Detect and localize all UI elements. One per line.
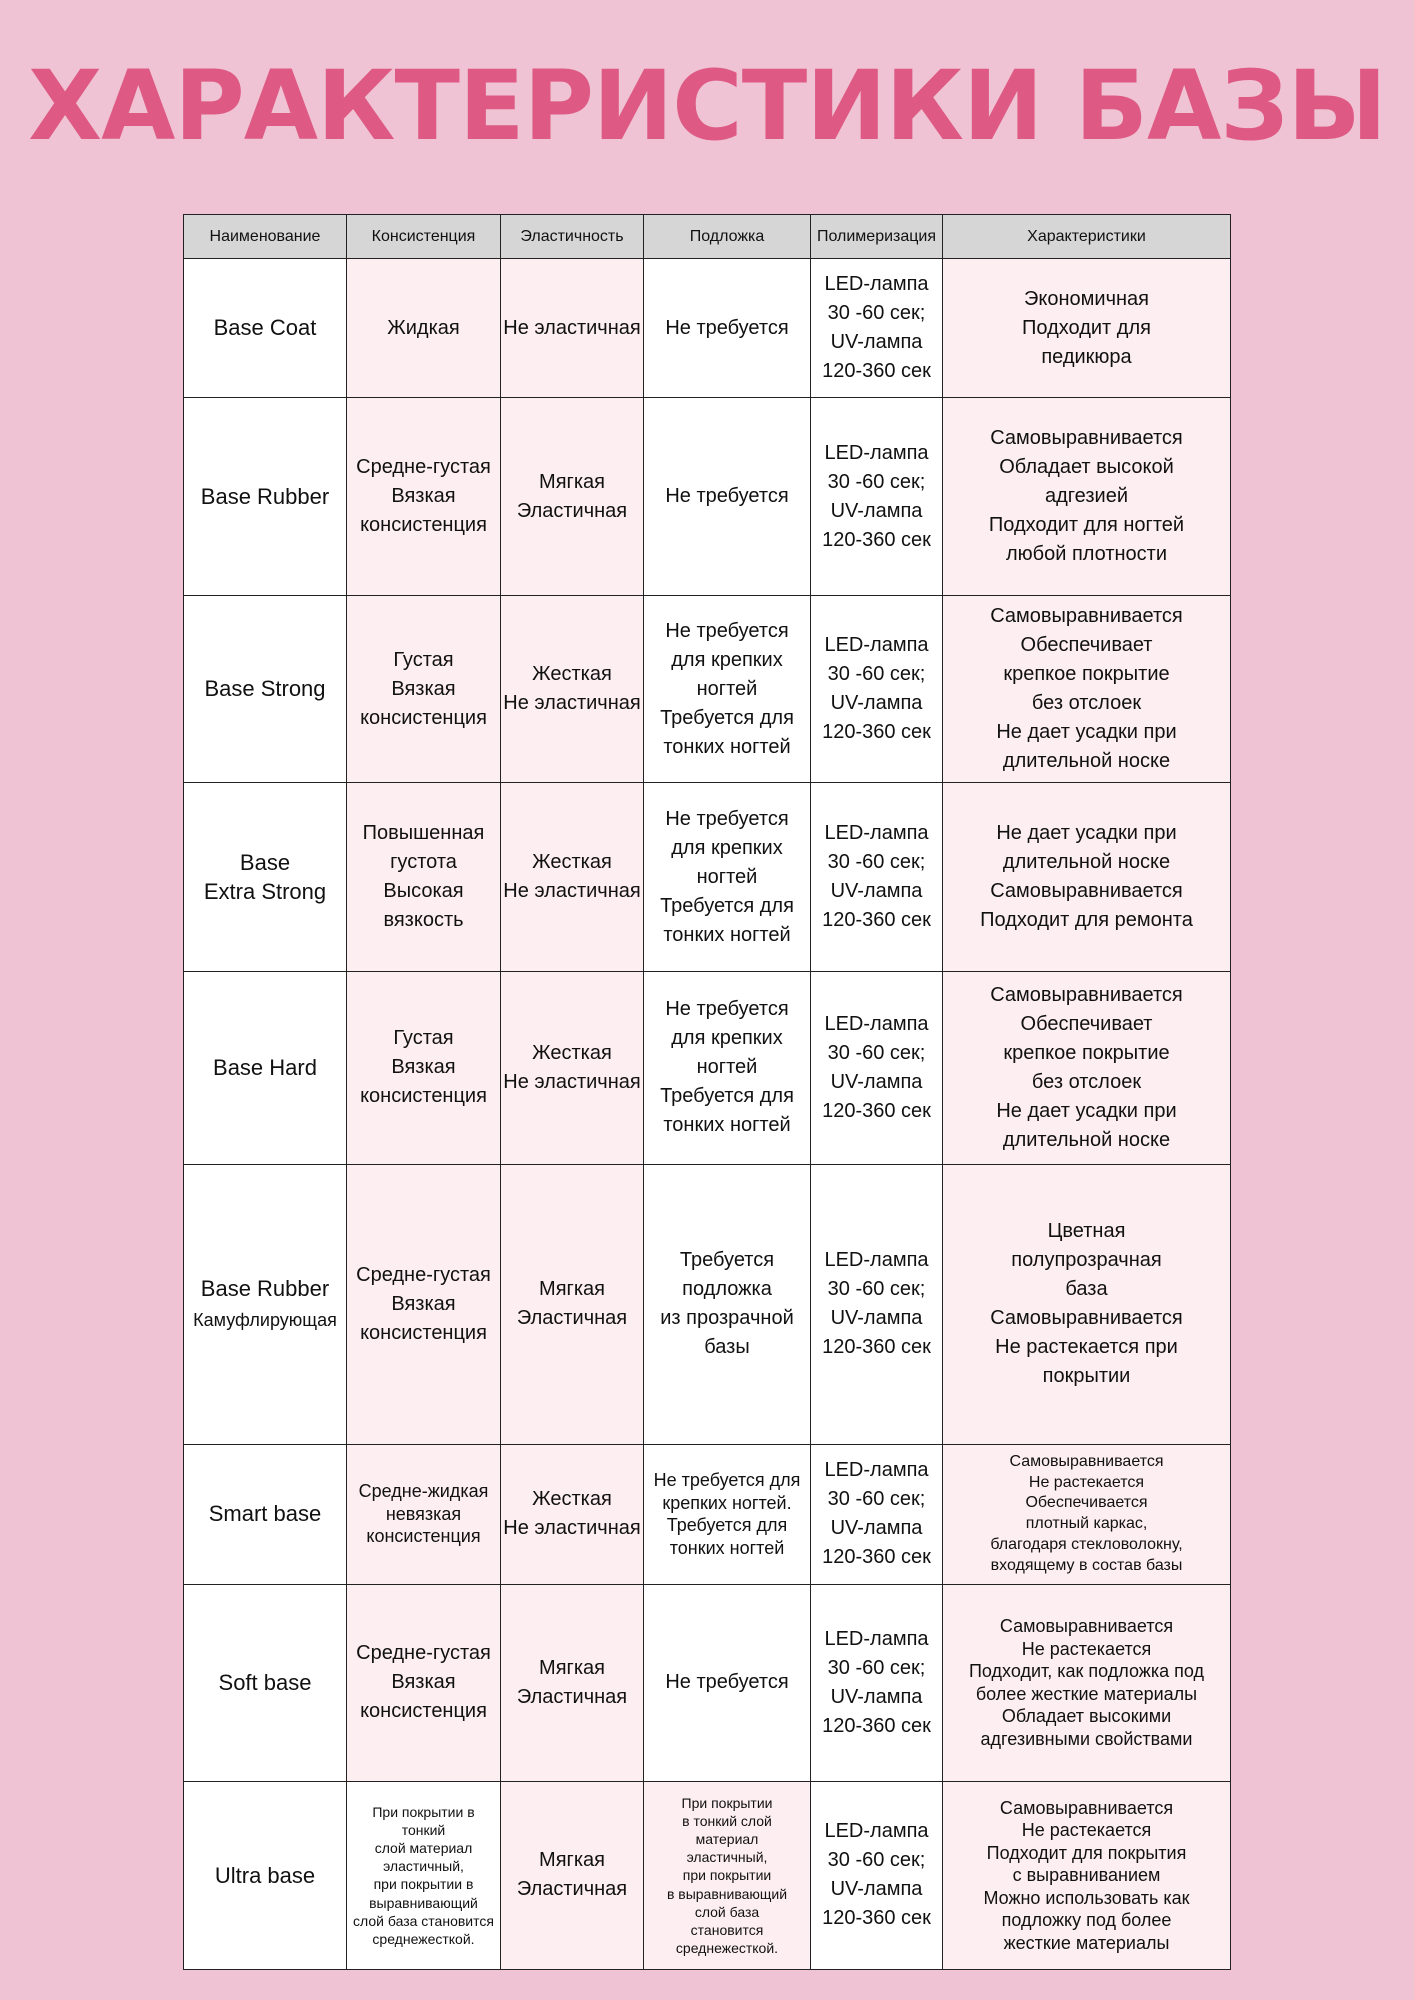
cell-underlay: Не требуется для крепких ногтей Требуется для тонких ногтей — [660, 619, 794, 758]
cell-underlay: Не требуется — [665, 1671, 789, 1694]
cell-consistency: При покрытии в тонкий слой материал эластичный, при покрытии в выравнивающий слой база становится среднежесткой. — [353, 1803, 494, 1947]
cell-characteristics: Самовыравнивается Обеспечивает крепкое покрытие без отслоек Не дает усадки при длительной носке — [990, 983, 1183, 1151]
cell-polymerization: LED-лампа 30 -60 сек; UV-лампа 120-360 сек — [822, 1012, 931, 1122]
page-title: ХАРАКТЕРИСТИКИ БАЗЫ — [28, 50, 1386, 162]
cell-name: Base Extra Strong — [203, 849, 327, 905]
cell-polymerization: LED-лампа 30 -60 сек; UV-лампа 120-360 сек — [822, 1249, 931, 1359]
cell-characteristics: Самовыравнивается Не растекается Подходит для покрытия с выравниванием Можно использовать как подложку под более жесткие материалы — [983, 1797, 1190, 1953]
cell-underlay: Не требуется — [665, 316, 789, 339]
cell-elasticity: Жесткая Не эластичная — [503, 851, 641, 903]
cell-polymerization: LED-лампа 30 -60 сек; UV-лампа 120-360 сек — [822, 1627, 931, 1737]
cell-name: Base Coat — [213, 315, 317, 341]
table-row — [184, 259, 1231, 398]
table-row — [184, 596, 1231, 783]
cell-characteristics: Самовыравнивается Обладает высокой адгезией Подходит для ногтей любой плотности — [988, 427, 1185, 566]
cell-polymerization: LED-лампа 30 -60 сек; UV-лампа 120-360 сек — [822, 634, 931, 744]
cell-elasticity: Мягкая Эластичная — [516, 470, 628, 522]
cell-consistency: Повышенная густота Высокая вязкость — [362, 822, 485, 932]
cell-name: Ultra base — [214, 1862, 316, 1888]
cell-name: Base Rubber — [200, 1276, 330, 1302]
cell-polymerization: LED-лампа 30 -60 сек; UV-лампа 120-360 сек — [822, 1820, 931, 1930]
cell-underlay: Не требуется для крепких ногтей Требуется для тонких ногтей — [660, 807, 794, 946]
header-polymerization: Полимеризация — [811, 215, 943, 259]
cell-consistency: Средне-жидкая невязкая консистенция — [358, 1481, 489, 1547]
cell-consistency: Жидкая — [387, 316, 460, 339]
cell-characteristics: Самовыравнивается Обеспечивает крепкое покрытие без отслоек Не дает усадки при длительной носке — [990, 605, 1183, 773]
cell-underlay: При покрытии в тонкий слой материал эластичный, при покрытии в выравнивающий слой база становится среднежесткой. — [666, 1794, 788, 1957]
cell-polymerization: LED-лампа 30 -60 сек; UV-лампа 120-360 сек — [822, 441, 931, 551]
table-row — [184, 1164, 1231, 1444]
table-row — [184, 398, 1231, 596]
table-row — [184, 1584, 1231, 1781]
cell-elasticity: Мягкая Эластичная — [516, 1656, 628, 1708]
base-characteristics-table — [183, 214, 1231, 1970]
table-header-row — [184, 215, 1231, 259]
cell-characteristics: Цветная полупрозрачная база Самовыравнивается Не растекается при покрытии — [990, 1220, 1183, 1388]
table-row — [184, 783, 1231, 972]
cell-name: Soft base — [218, 1669, 312, 1695]
cell-name: Base Rubber — [200, 483, 330, 509]
cell-consistency: Средне-густая Вязкая консистенция — [356, 456, 491, 537]
cell-polymerization: LED-лампа 30 -60 сек; UV-лампа 120-360 сек — [822, 273, 931, 383]
cell-name: Base Hard — [213, 1055, 317, 1081]
header-consistency: Консистенция — [347, 215, 501, 259]
cell-consistency: Средне-густая Вязкая консистенция — [356, 1642, 491, 1723]
cell-consistency: Средне-густая Вязкая консистенция — [356, 1263, 491, 1344]
cell-polymerization: LED-лампа 30 -60 сек; UV-лампа 120-360 сек — [822, 1459, 931, 1569]
cell-elasticity: Жесткая Не эластичная — [503, 663, 641, 715]
cell-elasticity: Жесткая Не эластичная — [503, 1041, 641, 1093]
cell-characteristics: Самовыравнивается Не растекается Обеспечивается плотный каркас, благодаря стекловолокну, входящему в состав базы — [990, 1452, 1183, 1574]
cell-polymerization: LED-лампа 30 -60 сек; UV-лампа 120-360 сек — [822, 822, 931, 932]
header-elasticity: Эластичность — [501, 215, 644, 259]
cell-characteristics: Не дает усадки при длительной носке Самовыравнивается Подходит для ремонта — [980, 822, 1193, 932]
cell-consistency: Густая Вязкая консистенция — [360, 1027, 487, 1108]
cell-characteristics: Экономичная Подходит для педикюра — [1022, 287, 1151, 368]
header-name: Наименование — [184, 215, 347, 259]
cell-characteristics: Самовыравнивается Не растекается Подходит, как подложка под более жесткие материалы Обладает высокими адгезивными свойствами — [968, 1616, 1204, 1749]
table-row — [184, 1781, 1231, 1969]
cell-underlay: Не требуется для крепких ногтей Требуется для тонких ногтей — [660, 998, 794, 1137]
cell-elasticity: Не эластичная — [503, 316, 641, 339]
cell-underlay: Требуется подложка из прозрачной базы — [660, 1249, 794, 1359]
table-row — [184, 972, 1231, 1164]
cell-elasticity: Мягкая Эластичная — [516, 1278, 628, 1330]
cell-elasticity: Жесткая Не эластичная — [503, 1488, 641, 1540]
cell-underlay: Не требуется — [665, 485, 789, 508]
header-underlay: Подложка — [644, 215, 811, 259]
table-row — [184, 1444, 1231, 1584]
cell-name-subtitle: Камуфлирующая — [193, 1310, 337, 1331]
cell-elasticity: Мягкая Эластичная — [516, 1849, 628, 1901]
cell-name: Smart base — [208, 1501, 322, 1527]
cell-name: Base Strong — [204, 676, 326, 702]
cell-consistency: Густая Вязкая консистенция — [360, 648, 487, 729]
header-characteristics: Характеристики — [943, 215, 1231, 259]
cell-underlay: Не требуется для крепких ногтей. Требуется для тонких ногтей — [653, 1470, 801, 1558]
